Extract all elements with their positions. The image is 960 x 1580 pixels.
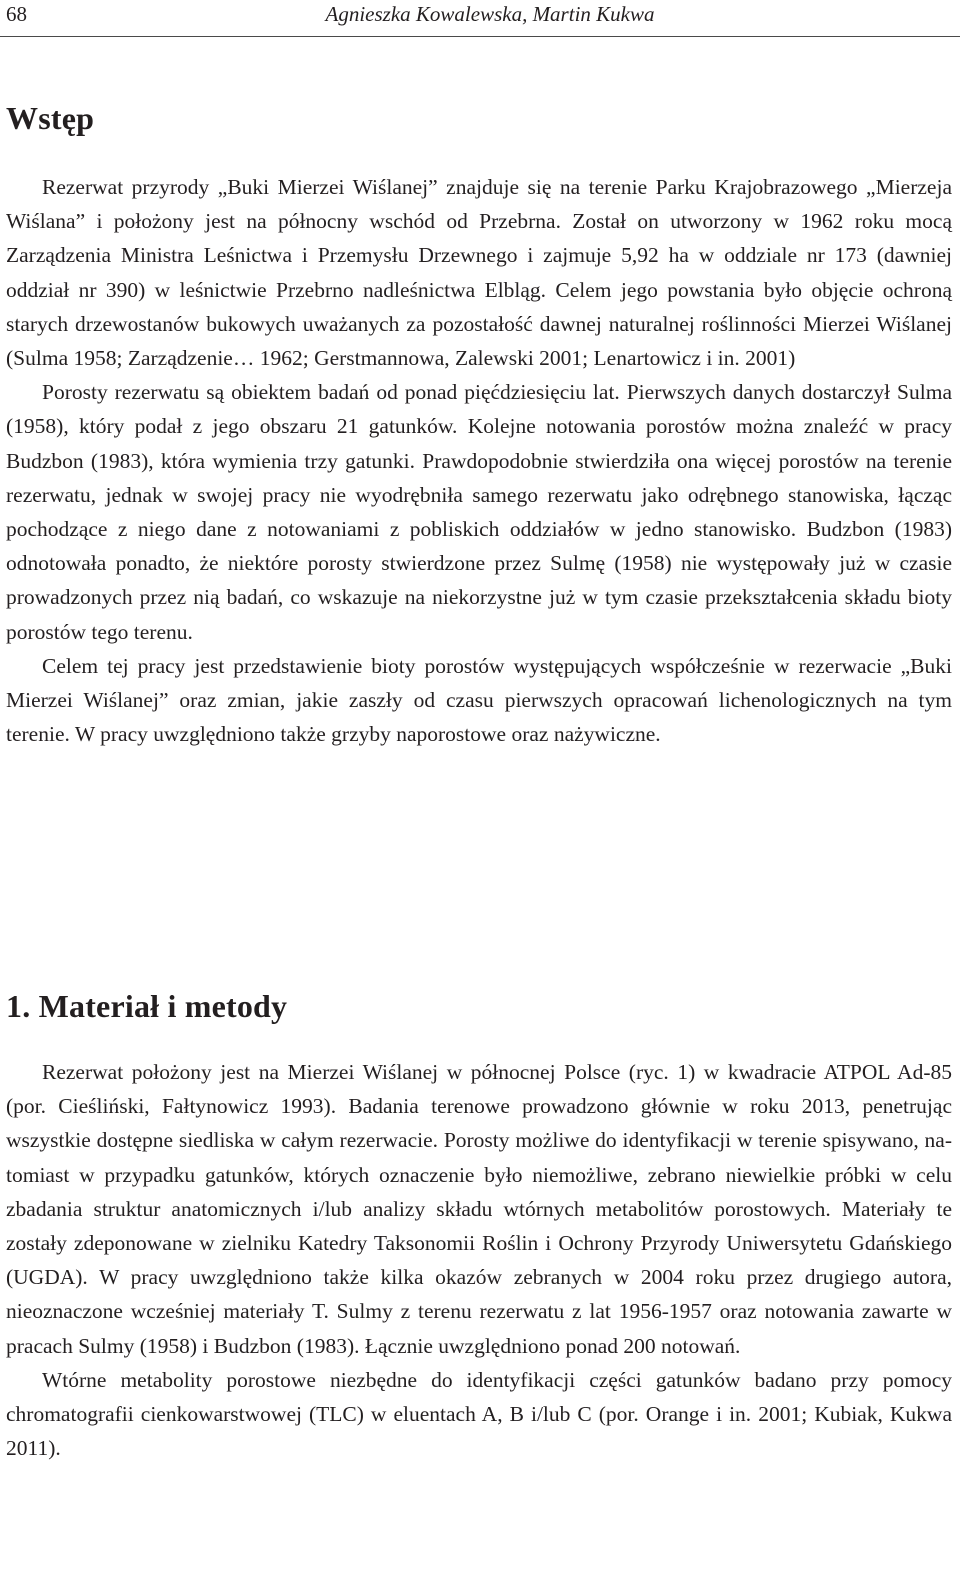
page-number: 68: [6, 2, 27, 26]
section-body-introduction: [6, 170, 952, 751]
section-heading-materials-methods: 1. Materiał i metody: [6, 988, 288, 1024]
section-body-materials-methods: [6, 1055, 952, 1465]
paragraph: Wtórne metabolity porostowe niezbędne do identyfikacji części gatunków badano przy pomocy chromatografii cienkowarstwowej (TLC) w eluentach A, B i/lub C (por. Orange i in. 2001; Kubiak, Kukwa 2011).: [6, 1367, 952, 1461]
section-heading-introduction: Wstęp: [6, 100, 95, 136]
running-header: [0, 0, 960, 37]
paragraph: Porosty rezerwatu są obiektem badań od ponad pięćdziesięciu lat. Pierwszych danych dostarczył Sulma (1958), który podał z jego obszaru 21 gatunków. Kolejne notowania porostów można znaleźć w pracy Budzbon (1983), która wymienia trzy gatunki. Prawdopodobnie stwierdziła ona więcej porostów na terenie rezerwatu, jednak w swojej pracy nie wyodrębniła samego rezerwatu jako odrębnego stanowiska, łącząc pochodzące z niego dane z notowaniami z pobliskich oddziałów w jedno stanowisko. Budzbon (1983) odnotowała ponadto, że niektóre porosty stwierdzone przez Sulmę (1958) nie występowały już w czasie prowadzonych przez nią badań, co wskazuje na niekorzystne już w tym czasie przekształcenia składu bioty porostów tego terenu.: [6, 380, 952, 644]
paragraph: Rezerwat przyrody „Buki Mierzei Wiślanej” znajduje się na terenie Parku Krajobrazowego „Mierzeja Wiślana” i położony jest na północny wschód od Przebrna. Został on utworzony w 1962 roku mocą Zarządzenia Ministra Leśnictwa i Przemysłu Drzewnego i zajmuje 5,92 ha w oddziale nr 173 (dawniej oddział nr 390) w leśnictwie Przebrno nadleśnictwa Elbląg. Celem jego powstania było objęcie ochroną starych drzewostanów bukowych uważanych za pozostałość dawnej naturalnej roślinności Mierzei Wiślanej (Sulma 1958; Zarządzenie… 1962; Gerstmannowa, Zalewski 2001; Lenartowicz i in. 2001): [6, 175, 952, 371]
paragraph: Celem tej pracy jest przedstawienie bioty porostów występujących współcześnie w rezerwacie „Buki Mierzei Wiślanej” oraz zmian, jakie zaszły od czasu pierwszych opracowań lichenologicznych na tym terenie. W pracy uwzględniono także grzyby naporostowe oraz nażywiczne.: [6, 653, 952, 747]
running-title: Agnieszka Kowalewska, Martin Kukwa: [325, 2, 655, 26]
paragraph: Rezerwat położony jest na Mierzei Wiślanej w północnej Polsce (ryc. 1) w kwadracie ATPOL Ad-85 (por. Cieśliński, Fałtynowicz 1993). Badania terenowe prowadzono głównie w roku 2013, penetrując wszystkie dostępne siedliska w całym rezerwacie. Porosty możliwe do identyfikacji w terenie spisywano, natomiast w przypadku gatunków, których oznaczenie było niemożliwe, zebrano niewielkie próbki w celu zbadania struktur anatomicznych i/lub analizy składu wtórnych metabolitów porostowych. Materiały te zostały zdeponowane w zielniku Katedry Taksonomii Roślin i Ochrony Przyrody Uniwersytetu Gdańskiego (UGDA). W pracy uwzględniono także kilka okazów zebranych w 2004 roku przez drugiego autora, nieoznaczone wcześniej materiały T. Sulmy z terenu rezerwatu z lat 1956-1957 oraz notowania zawarte w pracach Sulmy (1958) i Budzbon (1983). Łącznie uwzględniono ponad 200 notowań.: [6, 1060, 952, 1358]
